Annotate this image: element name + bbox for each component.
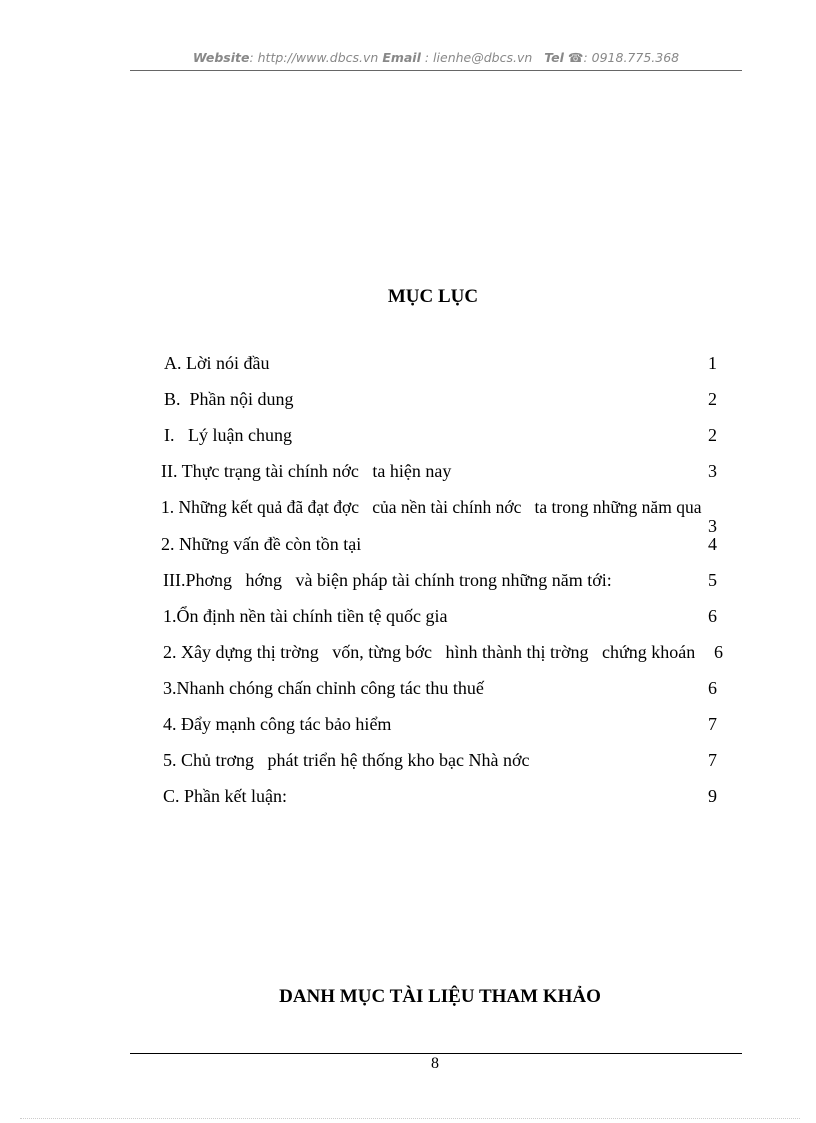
toc-entry-text: 2. Xây dựng thị trờng vốn, từng bớc hình thành thị trờng chứng khoán (163, 642, 696, 662)
page-number: 8 (431, 1055, 439, 1072)
toc-entry-text: 4. Đẩy mạnh công tác bảo hiểm (163, 714, 392, 734)
references-title: DANH MỤC TÀI LIỆU THAM KHẢO (279, 986, 601, 1007)
toc-entry-page: 6 (714, 642, 723, 662)
toc-entry-text: 2. Những vấn đề còn tồn tại (161, 534, 362, 554)
toc-entry-page: 2 (708, 425, 717, 445)
toc-entry-text: C. Phần kết luận: (163, 786, 287, 806)
toc-entry-text: 1. Những kết quả đã đạt đợc của nền tài chính nớc ta trong những năm qua (161, 497, 702, 517)
toc-entry-page: 7 (708, 714, 717, 734)
toc-entry-page: 3 (708, 516, 717, 536)
toc-entry-page: 4 (708, 534, 717, 554)
toc-entry-text: 1.Ổn định nền tài chính tiền tệ quốc gia (163, 606, 448, 626)
phone-icon: ☎ (567, 50, 584, 65)
toc-entry-text: B. Phần nội dung (164, 389, 294, 409)
toc-entry-text: 3.Nhanh chóng chấn chỉnh công tác thu thuế (163, 678, 484, 698)
toc-entry-text: III.Phơng hớng và biện pháp tài chính trong những năm tới: (163, 570, 612, 590)
toc-entry-page: 9 (708, 786, 717, 806)
page-edge-dots (20, 1118, 800, 1119)
toc-entry-page: 7 (708, 750, 717, 770)
tel-label: Tel (544, 50, 564, 65)
toc-entry-text: A. Lời nói đầu (164, 353, 270, 373)
toc-title: MỤC LỤC (387, 286, 479, 307)
toc-entry-page: 5 (708, 570, 717, 590)
footer-divider (130, 1053, 742, 1054)
toc-entry-text: I. Lý luận chung (164, 425, 292, 445)
toc-entry-text: II. Thực trạng tài chính nớc ta hiện nay (161, 461, 452, 481)
toc-entry-page: 2 (708, 389, 717, 409)
toc-entry-page: 1 (708, 353, 717, 373)
tel-number: : 0918.775.368 (583, 50, 680, 65)
header-divider (130, 70, 742, 71)
website-label: Website (192, 50, 250, 65)
toc-entry-page: 6 (708, 678, 717, 698)
toc-entry-page: 6 (708, 606, 717, 626)
email-label: Email (382, 50, 421, 65)
page-header (130, 50, 742, 65)
toc-entry-text: 5. Chủ trơng phát triển hệ thống kho bạc Nhà nớc (163, 750, 530, 770)
email-address[interactable]: : lienhe@dbcs.vn (424, 50, 533, 65)
website-url[interactable]: : http://www.dbcs.vn (249, 50, 379, 65)
toc-entry-page: 3 (708, 461, 717, 481)
